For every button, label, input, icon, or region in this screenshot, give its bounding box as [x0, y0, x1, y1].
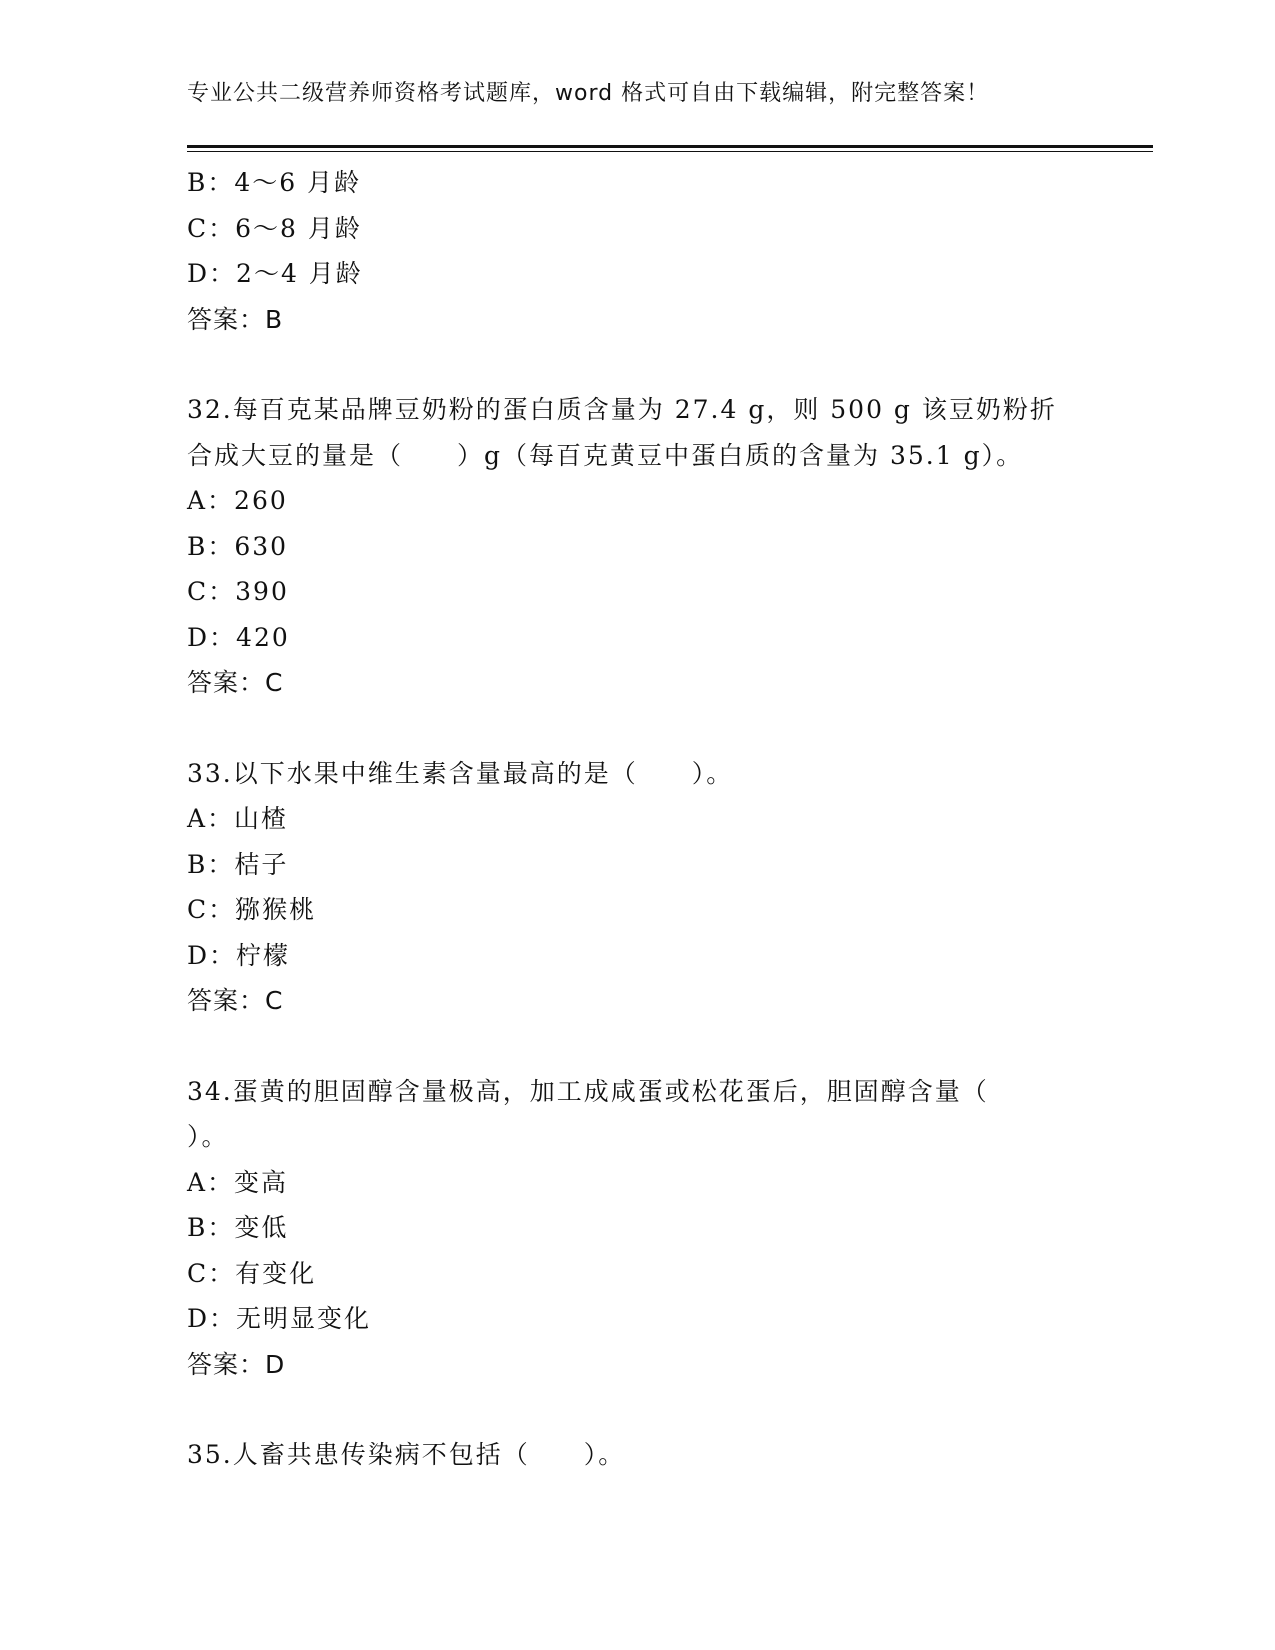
option-line: A：山楂 [187, 804, 289, 833]
question-list [187, 160, 1087, 1478]
question-text: ）。 [187, 1122, 229, 1151]
page-header: 专业公共二级营养师资格考试题库，word 格式可自由下载编辑，附完整答案！ [187, 81, 990, 106]
option-line: D：2～4 月龄 [187, 259, 363, 288]
question-text: 合成大豆的量是（ ）g（每百克黄豆中蛋白质的含量为 35.1 g）。 [187, 440, 1024, 470]
option-line: B：4～6 月龄 [187, 168, 362, 197]
option-line: C：390 [187, 577, 289, 606]
answer-line: 答案：B [187, 304, 284, 334]
spacer [187, 706, 1087, 751]
answer-line: 答案：C [187, 986, 284, 1015]
spacer [187, 1387, 1087, 1432]
option-line: A：260 [187, 486, 288, 515]
option-line: D：420 [187, 622, 290, 652]
answer-line: 答案：C [187, 668, 284, 697]
header-rule-thin [187, 151, 1153, 152]
question-text: 34.蛋黄的胆固醇含量极高，加工成咸蛋或松花蛋后，胆固醇含量（ [187, 1076, 989, 1106]
answer-line: 答案：D [187, 1349, 286, 1379]
option-line: B：630 [187, 531, 289, 561]
option-line: D：柠檬 [187, 940, 291, 970]
spacer [187, 342, 1087, 387]
option-line: D：无明显变化 [187, 1304, 372, 1333]
question-text: 35.人畜共患传染病不包括（ ）。 [187, 1440, 626, 1469]
option-line: C：猕猴桃 [187, 895, 317, 924]
option-line: C：有变化 [187, 1258, 317, 1288]
spacer [187, 1024, 1087, 1069]
question-text: 32.每百克某品牌豆奶粉的蛋白质含量为 27.4 g，则 500 g 该豆奶粉折 [187, 395, 1057, 424]
question-text: 33.以下水果中维生素含量最高的是（ ）。 [187, 758, 734, 788]
option-line: A：变高 [187, 1167, 289, 1197]
option-line: C：6～8 月龄 [187, 213, 362, 243]
option-line: B：桔子 [187, 849, 289, 879]
header-rule-thick [187, 145, 1153, 148]
option-line: B：变低 [187, 1213, 289, 1242]
